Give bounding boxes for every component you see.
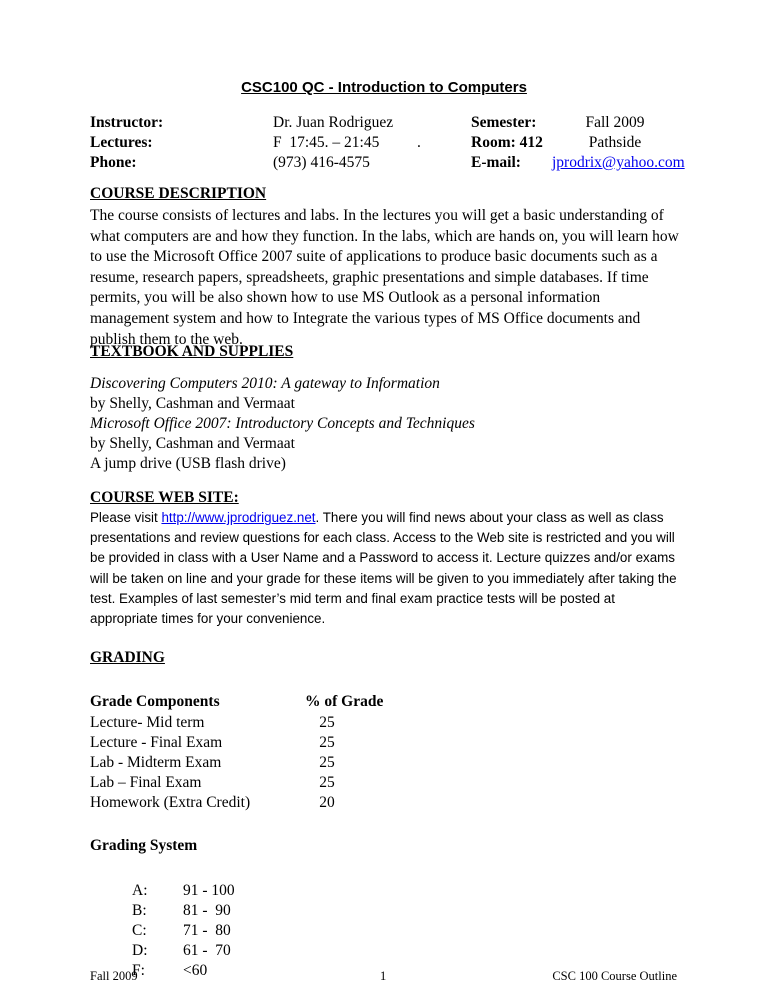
instructor-label: Instructor: (90, 114, 164, 131)
book-authors: by Shelly, Cashman and Vermaat (90, 395, 295, 412)
component-percent: 25 (319, 734, 335, 751)
instructor-value: Dr. Juan Rodriguez (273, 114, 394, 131)
percent-list (315, 713, 339, 813)
semester-label: Semester: (471, 114, 537, 131)
email-label: E-mail: (471, 154, 521, 171)
grade-range: 61 - 70 (183, 942, 231, 959)
percent-header: % of Grade (305, 693, 384, 710)
book-title: Microsoft Office 2007: Introductory Concepts and Techniques (90, 415, 475, 432)
grading-system-heading: Grading System (90, 837, 198, 854)
lectures-dot: . (417, 134, 421, 151)
component-percent: 25 (319, 714, 335, 731)
component-name: Homework (Extra Credit) (90, 794, 251, 811)
component-name: Lab - Midterm Exam (90, 754, 222, 771)
grade-range: 81 - 90 (183, 902, 231, 919)
component-percent: 25 (319, 774, 335, 791)
component-name: Lecture- Mid term (90, 714, 205, 731)
grade-letter: A: (132, 882, 148, 899)
component-percent: 25 (319, 754, 335, 771)
textbook-list (90, 374, 475, 474)
lectures-label: Lectures: (90, 134, 153, 151)
footer-right: CSC 100 Course Outline (552, 969, 677, 983)
component-name: Lecture - Final Exam (90, 734, 223, 751)
web-site-pre: Please visit (90, 510, 162, 525)
room-label: Room: 412 (471, 134, 543, 151)
textbook-heading: TEXTBOOK AND SUPPLIES (90, 343, 294, 360)
web-site-body: . There you will find news about your class as well as class presentations and review questions for each class. Access to the Web site is restricted and you will be provided in class with a User Name and a Password to access it. Lecture quizzes and/or exams will be taken on line and your grade for these items will be given to you immediately after taking the test. Examples of last semester’s mid term and final exam practice tests will be posted at appropriate times for your convenience. (90, 510, 677, 627)
web-site-text (90, 508, 686, 629)
grade-ranges (183, 881, 235, 981)
phone-label: Phone: (90, 154, 137, 171)
book-title: Discovering Computers 2010: A gateway to Information (90, 375, 440, 392)
semester-value: Fall 2009 (585, 114, 645, 131)
course-description-text: The course consists of lectures and labs. In the lectures you will get a basic understanding of what computers are and how they function. In the labs, which are hands on, you will learn how to use the Microsoft Office 2007 suite of applications to produce basic documents such as a resume, research papers, spreadsheets, graphic presentations and simple databases. If time permits, you will be also shown how to use MS Outlook as a personal information management system and how to Integrate the various types of MS Office documents and publish them to the web. (90, 207, 679, 348)
email-link[interactable]: jprodrix@yahoo.com (552, 154, 685, 171)
grade-letter: D: (132, 942, 148, 959)
page-number: 1 (380, 969, 387, 983)
grade-letters (132, 881, 148, 981)
web-site-link[interactable]: http://www.jprodriguez.net (161, 510, 316, 525)
grade-components-header: Grade Components (90, 693, 220, 710)
grade-letter: B: (132, 902, 147, 919)
grade-range: <60 (183, 962, 208, 979)
component-percent: 20 (319, 794, 335, 811)
web-site-heading: COURSE WEB SITE: (90, 489, 239, 506)
room-value: Pathside (588, 134, 642, 151)
grade-components-list (90, 713, 250, 813)
book-authors: by Shelly, Cashman and Vermaat (90, 435, 295, 452)
grade-letter: C: (132, 922, 147, 939)
footer-left: Fall 2009 (90, 969, 138, 983)
grading-heading: GRADING (90, 649, 165, 666)
grade-letter: F: (132, 962, 145, 979)
component-name: Lab – Final Exam (90, 774, 202, 791)
grade-range: 91 - 100 (183, 882, 235, 899)
lectures-value: F 17:45. – 21:45 (273, 134, 380, 151)
document-title: CSC100 QC - Introduction to Computers (241, 79, 527, 96)
grade-range: 71 - 80 (183, 922, 231, 939)
course-description-heading: COURSE DESCRIPTION (90, 185, 267, 202)
phone-value: (973) 416-4575 (273, 154, 370, 171)
supply-item: A jump drive (USB flash drive) (90, 455, 286, 472)
